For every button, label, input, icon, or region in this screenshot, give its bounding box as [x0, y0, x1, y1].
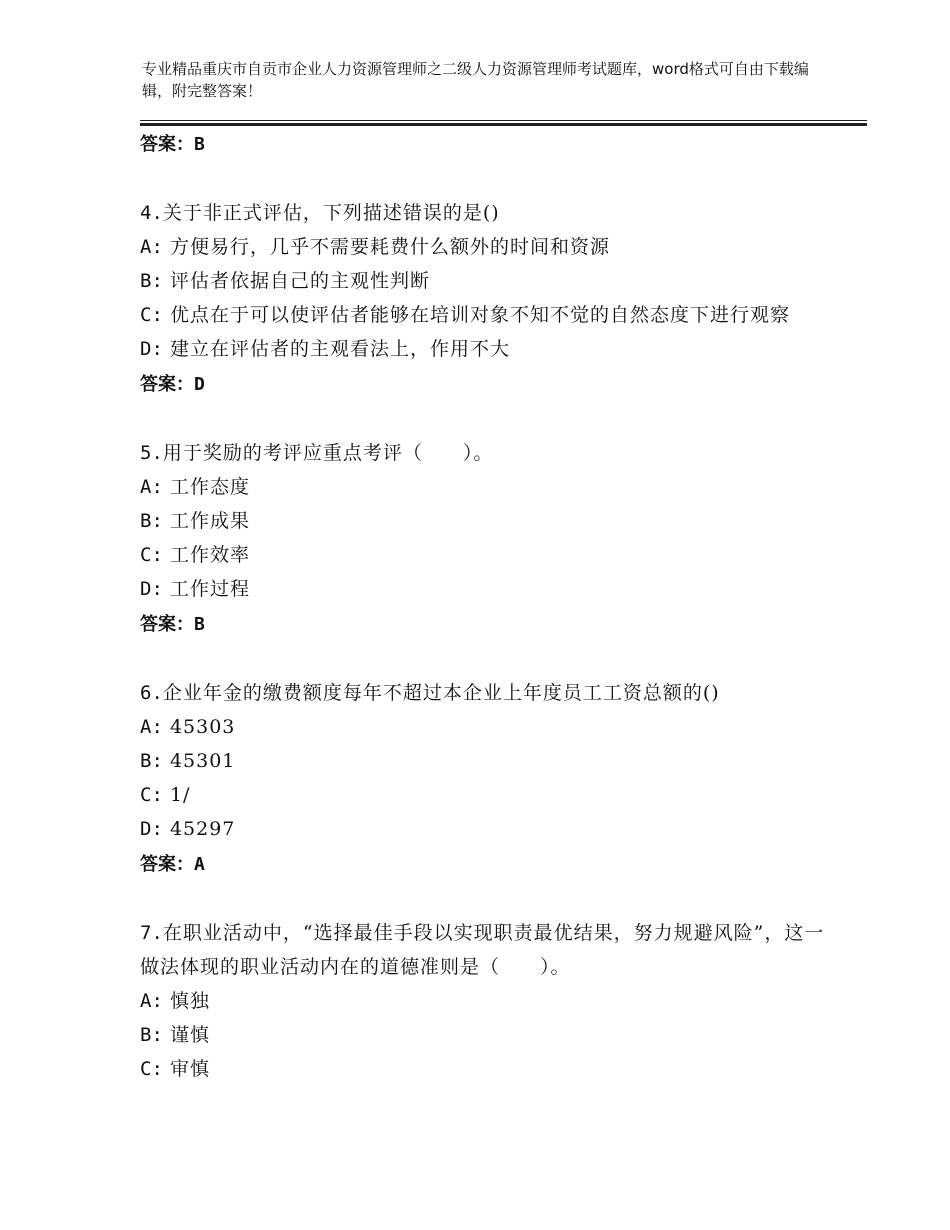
option-item [140, 264, 830, 298]
option-text: 慎独 [169, 990, 210, 1012]
option-text: 45303 [169, 716, 236, 738]
option-item [140, 1052, 830, 1086]
answer-label: 答案： [140, 134, 194, 155]
option-item [140, 470, 830, 504]
question-block [140, 196, 830, 402]
answer-line [140, 608, 830, 642]
answer-value: D [194, 374, 205, 395]
answer-line [140, 128, 830, 162]
option-letter: A: [140, 716, 163, 738]
option-letter: D: [140, 818, 163, 840]
option-letter: C: [140, 304, 163, 326]
option-text: 方便易行，几乎不需要耗费什么额外的时间和资源 [169, 236, 610, 258]
document-header: 专业精品重庆市自贡市企业人力资源管理师之二级人力资源管理师考试题库，word格式可自由下载编辑，附完整答案！ [142, 60, 809, 100]
option-text: 45297 [169, 818, 236, 840]
answer-line [140, 848, 830, 882]
question-number: 4. [140, 202, 163, 224]
option-item [140, 984, 830, 1018]
option-letter: D: [140, 578, 163, 600]
answer-value: A [194, 854, 205, 875]
option-letter: B: [140, 1024, 163, 1046]
question-number: 7. [140, 922, 163, 944]
question-block [140, 436, 830, 642]
option-letter: C: [140, 784, 163, 806]
question-text: 关于非正式评估，下列描述错误的是() [162, 202, 500, 224]
option-text: 评估者依据自己的主观性判断 [169, 270, 430, 292]
option-item [140, 778, 830, 812]
option-text: 45301 [169, 750, 236, 772]
answer-line [140, 368, 830, 402]
option-text: 谨慎 [169, 1024, 210, 1046]
answer-label: 答案： [140, 374, 194, 395]
answer-label: 答案： [140, 854, 194, 875]
option-item [140, 230, 830, 264]
option-text: 工作效率 [169, 544, 250, 566]
option-letter: C: [140, 544, 163, 566]
option-text: 工作过程 [169, 578, 250, 600]
option-letter: B: [140, 510, 163, 532]
document-body [140, 126, 830, 1086]
question-title [140, 676, 830, 710]
option-item [140, 572, 830, 606]
option-letter: A: [140, 236, 163, 258]
question-text: 用于奖励的考评应重点考评（ ）。 [162, 442, 494, 464]
option-letter: D: [140, 338, 163, 360]
option-text: 审慎 [169, 1058, 210, 1080]
option-text: 工作成果 [169, 510, 250, 532]
option-letter: A: [140, 990, 163, 1012]
answer-value: B [194, 614, 205, 635]
option-item [140, 1018, 830, 1052]
question-title [140, 196, 830, 230]
option-item [140, 504, 830, 538]
option-text: 1/ [169, 784, 191, 806]
question-number: 5. [140, 442, 163, 464]
option-text: 优点在于可以使评估者能够在培训对象不知不觉的自然态度下进行观察 [169, 304, 790, 326]
question-text: 在职业活动中，“选择最佳手段以实现职责最优结果，努力规避风险”，这一做法体现的职业活动内在的道德准则是（ ）。 [140, 922, 825, 978]
option-letter: A: [140, 476, 163, 498]
option-item [140, 538, 830, 572]
question-title [140, 436, 830, 470]
option-text: 建立在评估者的主观看法上，作用不大 [169, 338, 510, 360]
option-item [140, 812, 830, 846]
question-text: 企业年金的缴费额度每年不超过本企业上年度员工工资总额的() [162, 682, 720, 704]
option-letter: B: [140, 750, 163, 772]
option-item [140, 332, 830, 366]
answer-label: 答案： [140, 614, 194, 635]
option-item [140, 744, 830, 778]
question-title [140, 916, 830, 984]
option-item [140, 710, 830, 744]
question-block [140, 916, 830, 1086]
option-letter: B: [140, 270, 163, 292]
option-letter: C: [140, 1058, 163, 1080]
question-list [140, 196, 830, 1086]
option-item [140, 298, 830, 332]
question-number: 6. [140, 682, 163, 704]
header-rule-thin [140, 120, 867, 121]
question-block [140, 676, 830, 882]
option-text: 工作态度 [169, 476, 250, 498]
answer-value: B [194, 134, 205, 155]
